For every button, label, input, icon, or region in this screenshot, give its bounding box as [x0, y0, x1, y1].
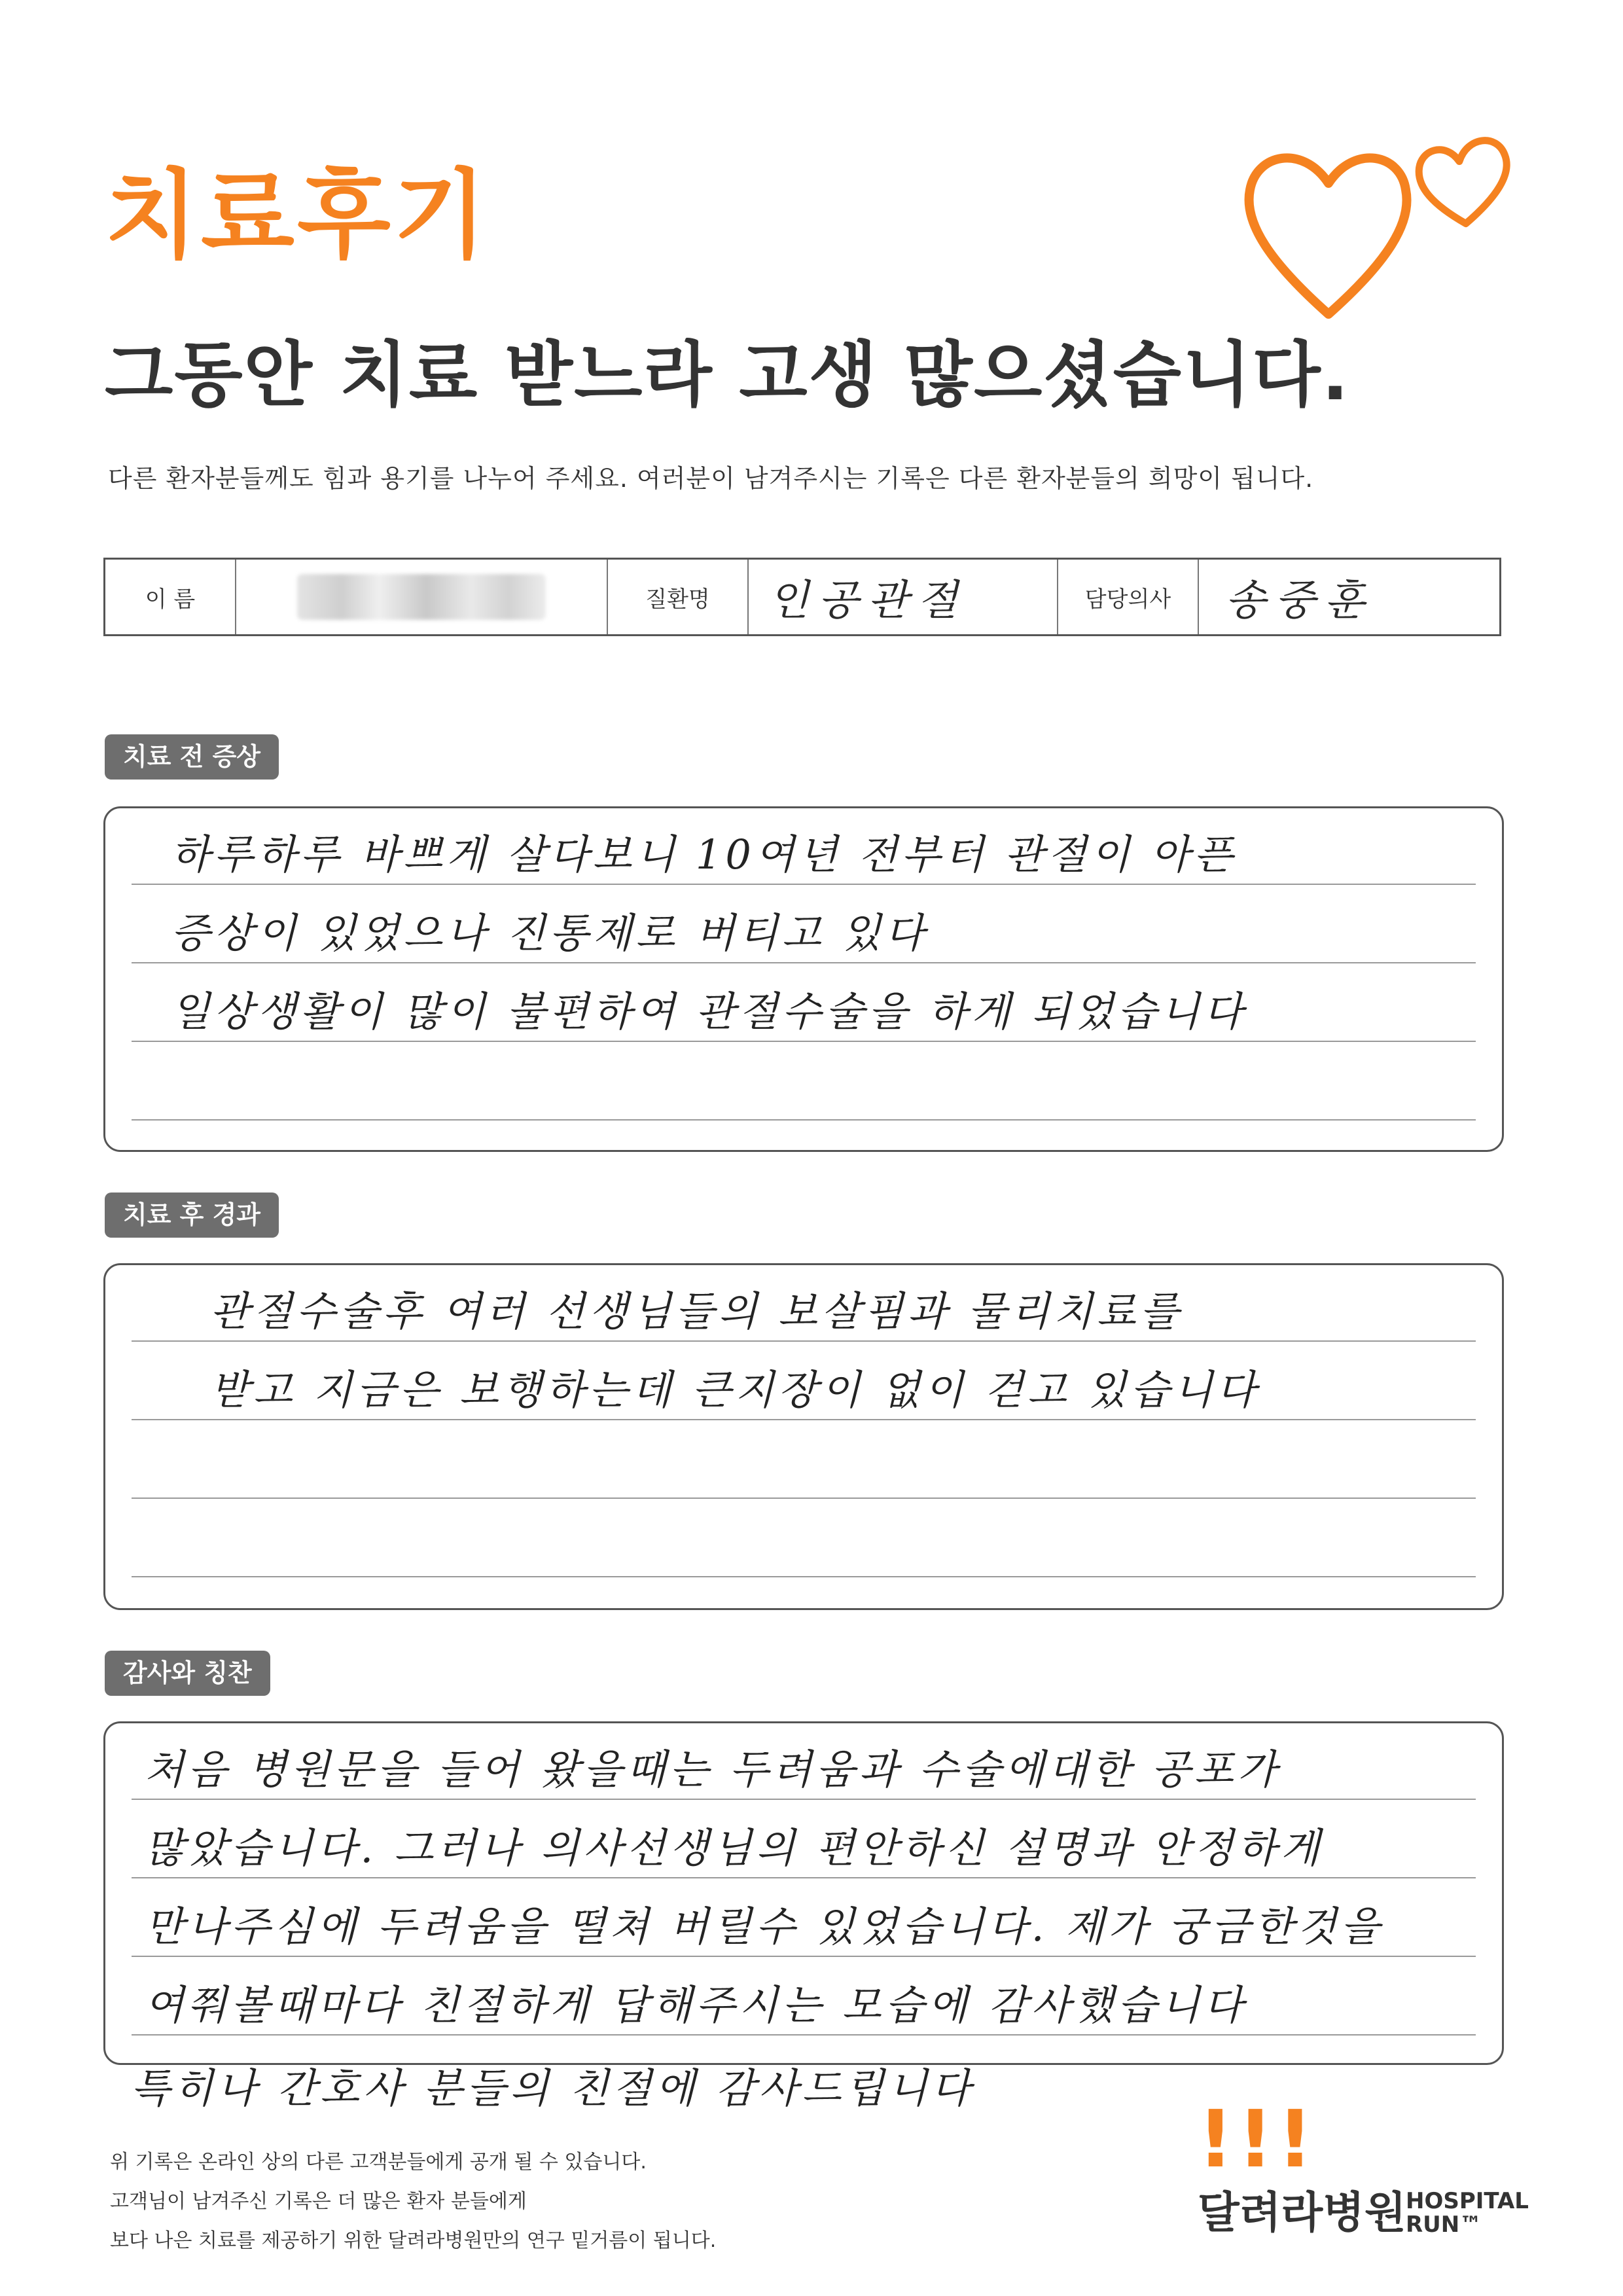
- hospital-logo: [1198, 2094, 1529, 2284]
- subtitle: 다른 환자분들께도 힘과 용기를 나누어 주세요. 여러분이 남겨주시는 기록은 다른 환자분들의 희망이 됩니다.: [108, 464, 1314, 493]
- disease-label: 질환명: [645, 586, 710, 613]
- handwritten-line: 많았습니다. 그러나 의사선생님의 편안하신 설명과 안정하게: [145, 1824, 1324, 1872]
- footnote-line: 위 기록은 온라인 상의 다른 고객분들에게 공개 될 수 있습니다.: [110, 2151, 647, 2174]
- name-label: 이 름: [145, 586, 196, 613]
- logo-exclaim-icon: !!!: [1198, 2094, 1317, 2185]
- after-progress-box: [103, 1263, 1504, 1610]
- logo-en-line1: HOSPITAL: [1406, 2188, 1529, 2214]
- section-tag-before: 치료 전 증상: [105, 734, 279, 780]
- name-label-cell: [105, 560, 236, 634]
- redacted-name: [297, 574, 546, 620]
- patient-info-table: [103, 558, 1501, 636]
- handwritten-line: 하루하루 바쁘게 살다보니 10여년 전부터 관절이 아픈: [171, 831, 1237, 878]
- section-tag-after: 치료 후 경과: [105, 1193, 279, 1238]
- thanks-praise-box: [103, 1721, 1504, 2065]
- handwritten-line: 증상이 있었으나 진통제로 버티고 있다: [171, 909, 929, 957]
- doctor-value-cell: [1199, 560, 1499, 634]
- handwritten-line: 특히나 간호사 분들의 친절에 감사드립니다: [131, 2064, 974, 2112]
- doctor-value: 송중훈: [1225, 577, 1374, 625]
- logo-name: 달려라병원: [1198, 2187, 1406, 2238]
- doctor-label-cell: [1058, 560, 1199, 634]
- headline: 그동안 치료 받느라 고생 많으셨습니다.: [105, 334, 1350, 416]
- logo-en-line2: RUN™: [1406, 2212, 1482, 2238]
- doctor-label: 담당의사: [1084, 586, 1171, 613]
- before-symptoms-box: [103, 806, 1504, 1152]
- page-title: 치료후기: [105, 159, 490, 272]
- handwritten-line: 만나주심에 두려움을 떨쳐 버릴수 있었습니다. 제가 궁금한것을: [145, 1903, 1384, 1950]
- disease-value: 인공관절: [768, 577, 967, 625]
- disease-value-cell: [749, 560, 1058, 634]
- handwritten-line: 일상생활이 많이 불편하여 관절수술을 하게 되었습니다: [171, 988, 1247, 1035]
- handwritten-line: 처음 병원문을 들어 왔을때는 두려움과 수술에대한 공포가: [145, 1746, 1281, 1793]
- handwritten-line: 여쭤볼때마다 친절하게 답해주시는 모습에 감사했습니다: [145, 1981, 1247, 2029]
- footnote-line: 고객님이 남겨주신 기록은 더 많은 환자 분들에게: [110, 2190, 527, 2213]
- name-value-cell: [236, 560, 608, 634]
- handwritten-line: 받고 지금은 보행하는데 큰지장이 없이 걷고 있습니다: [210, 1366, 1260, 1414]
- section-tag-thanks: 감사와 칭찬: [105, 1651, 270, 1696]
- disease-label-cell: [608, 560, 749, 634]
- handwritten-line: 관절수술후 여러 선생님들의 보살핌과 물리치료를: [210, 1287, 1183, 1335]
- footnote-line: 보다 나은 치료를 제공하기 위한 달려라병원만의 연구 밑거름이 됩니다.: [110, 2229, 717, 2252]
- hearts-decoration-icon: [1230, 98, 1544, 334]
